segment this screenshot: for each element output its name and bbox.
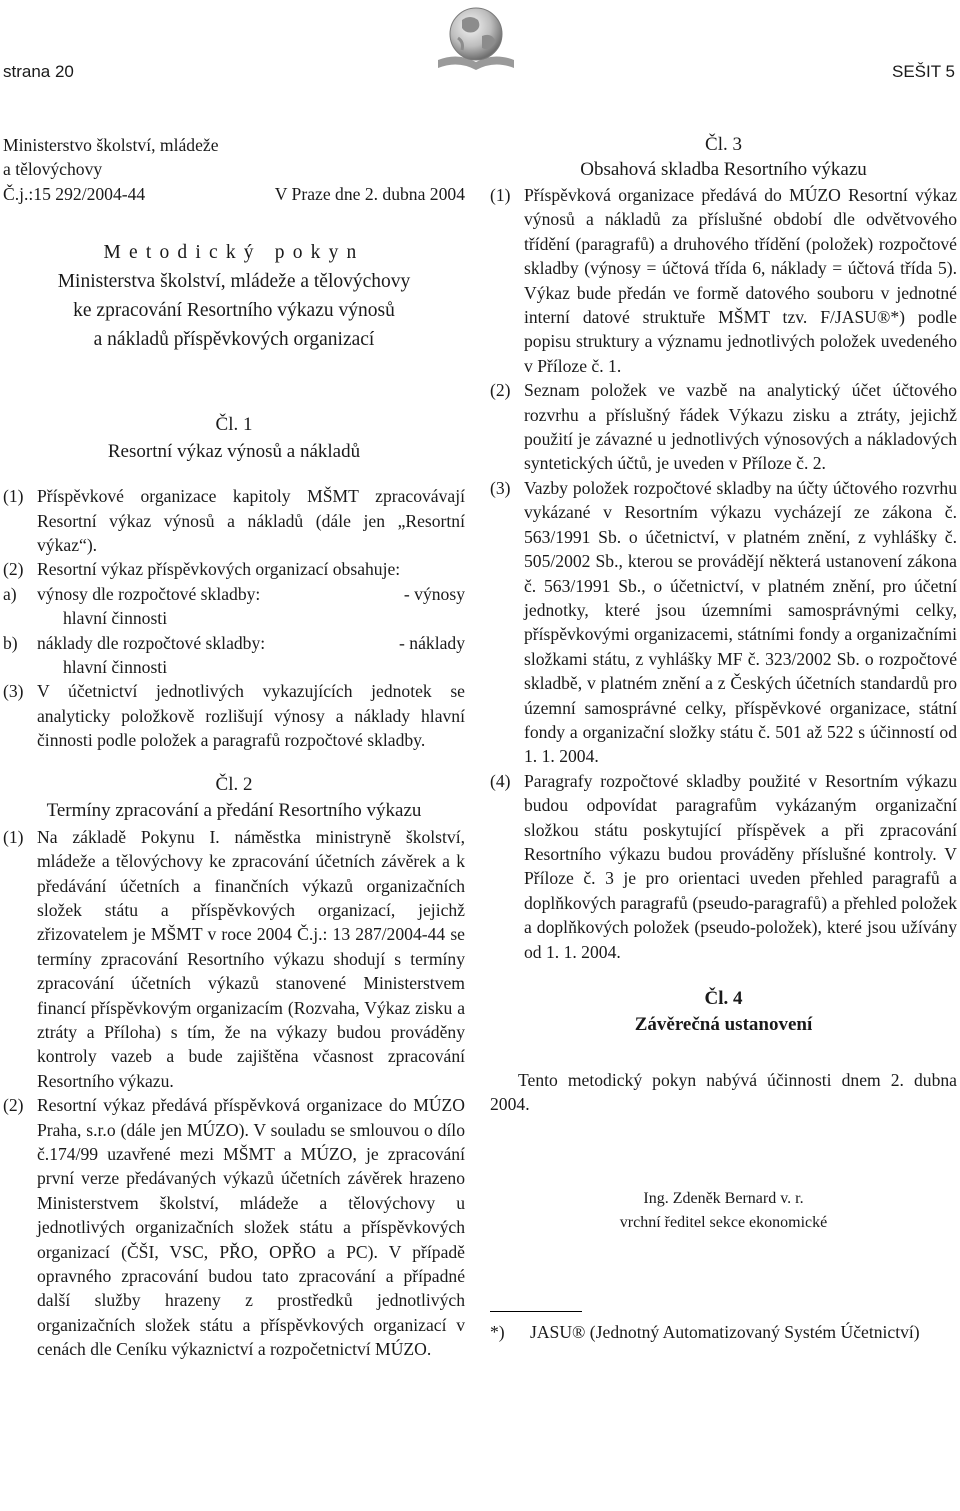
art3-para-1 bbox=[490, 183, 957, 378]
article-4-title: Závěrečná ustanovení bbox=[634, 1014, 813, 1035]
para-text: Příspěvková organizace předává do MÚZO Resortní výkaz výnosů a nákladů za příslušné období dle odvětvového třídění (paragrafů) a druhového třídění (položek) rozpočtové skladby (výnosy = účtová třída 6, náklady = účtová třída 5). Výkaz bude předán ve formě datového souboru v jednotné interní datové struktuře MŠMT tzv. F/JASU®*) podle popisu struktury a významu jednotlivých položek uvedeného v Příloze č. 1. bbox=[524, 185, 957, 376]
title-line-2: Ministerstva školství, mládeže a tělovýchovy bbox=[57, 271, 411, 293]
item-text-right: - výnosy bbox=[403, 583, 465, 604]
para-number: (3) bbox=[3, 681, 24, 702]
page-number: strana 20 bbox=[3, 62, 74, 81]
right-column bbox=[490, 133, 957, 1344]
para-text: Příspěvkové organizace kapitoly MŠMT zpracovávají Resortní výkaz výnosů a nákladů (dále jen „Resortní výkaz“). bbox=[37, 486, 465, 556]
item-text: náklady dle rozpočtové skladby: bbox=[37, 632, 266, 653]
article-3-title: Obsahová skladba Resortního výkazu bbox=[580, 159, 867, 180]
ministry-name: Ministerstvo školství, mládeže bbox=[3, 135, 219, 155]
reference-line bbox=[3, 182, 465, 206]
article-1-number: Čl. 1 bbox=[215, 414, 253, 436]
para-text: Resortní výkaz předává příspěvková organizace do MÚZO Praha, s.r.o (dále jen MÚZO). V souladu se smlouvou o dílo č.174/99 uzavřené mezi MŠMT a MÚZO, je zpracování první verze předávaných výkazů účetních závěrek hrazeno Ministerstvem školství, mládeže a tělovýchovy u jednotlivých organizačních složek státu a příspěvkových organizací (ČŠI, VSC, PŘO, OPŘO a PC). V případě opravného zpracování budou tato zpracování a případné další služby hrazeny z prostředků jednotlivých organizačních složek státu a příspěvkových organizací v cenách dle Ceníku výkaznictví a rozpočetnictví MÚZO. bbox=[37, 1095, 465, 1360]
para-number: (1) bbox=[490, 185, 511, 205]
signature-role: vrchní ředitel sekce ekonomické bbox=[619, 1213, 828, 1231]
para-number: (1) bbox=[3, 486, 24, 507]
footnote-text: JASU® (Jednotný Automatizovaný Systém Účetnictví) bbox=[530, 1321, 920, 1342]
article-2-title: Termíny zpracování a předání Resortního výkazu bbox=[46, 799, 422, 821]
item-label: b) bbox=[3, 632, 18, 653]
para-text: V účetnictví jednotlivých vykazujících jednotek se analyticky položkově rozlišují výnosy a náklady hlavní činnosti podle položek a paragrafů rozpočtové skladby. bbox=[37, 681, 465, 751]
document-title bbox=[3, 238, 465, 354]
para-text: Vazby položek rozpočtové skladby na účty účtového rozvrhu vykázané v Resortním výkazu vycházejí ze zákona č. 563/1991 Sb. o účetnictví, v platném znění, z vyhlášky č. 505/2002 Sb., kterou se provádějí některá ustanovení zákona č. 563/1991 Sb., o účetnictví, v platném znění, pro účetní jednotky, které jsou územními samosprávnými celky, příspěvkovými organizacemi, státními fondy a organizačními složkami státu, z vyhlášky MF č. 323/2002 Sb. o rozpočtové skladbě, v platném znění a z Českých účetních standardů pro územní samosprávné celky, příspěvkové organizace, státní fondy a organizační složky státu č. 501 až 522 s účinností od 1. 1. 2004. bbox=[524, 477, 957, 767]
para-number: (2) bbox=[490, 380, 511, 401]
left-column bbox=[3, 133, 465, 1362]
title-spaced: Metodický pokyn bbox=[103, 242, 365, 264]
footnote-mark: *) bbox=[490, 1321, 505, 1342]
art3-para-3 bbox=[490, 476, 957, 769]
item-text-right: - náklady bbox=[399, 632, 465, 653]
article-2-number: Čl. 2 bbox=[215, 773, 253, 795]
reference-number: Č.j.:15 292/2004-44 bbox=[3, 183, 146, 204]
art1-item-a-cont: hlavní činnosti bbox=[63, 608, 168, 629]
article-3-number: Čl. 3 bbox=[705, 134, 742, 155]
title-line-3: ke zpracování Resortního výkazu výnosů bbox=[73, 300, 395, 322]
art3-para-2 bbox=[490, 378, 957, 476]
article-4-number: Čl. 4 bbox=[704, 988, 743, 1009]
para-text: Seznam položek ve vazbě na analytický účet účtového rozvrhu a příslušný řádek Výkazu zisku a ztráty, jejichž použití je závazné u jednotlivých výnosových a nákladových syntetických účtů, je uveden v Příloze č. 2. bbox=[524, 380, 957, 474]
para-text: Na základě Pokynu I. náměstka ministryně školství, mládeže a tělovýchovy ke zpracování účetních závěrek a k předávání účetních a finančních výkazů organizačních složek státu a příspěvkových organizací, jejichž zřizovatelem je MŠMT v roce 2004 Č.j.: 13 287/2004-44 se termíny zpracování Resortního výkazu shodují s termíny zpracování účetních výkazů stanovené Ministerstvem financí příspěvkovým organizacím (Rozvaha, Výkaz zisku a ztráty a Příloha) s tím, že na výkazy budou prováděny kontroly vazeb a bude zajištěna včasnost zpracování Resortního výkazu. bbox=[37, 826, 465, 1091]
art3-para-4 bbox=[490, 769, 957, 964]
art1-para-1 bbox=[3, 484, 465, 557]
art1-item-b bbox=[3, 631, 465, 655]
para-text: Paragrafy rozpočtové skladby použité v Resortním výkazu budou odpovídat paragrafům vykázaným organizační složkou státu poskytující příspěvek a při zpracování Resortního výkazu budou prováděny příslušné kontroly. V Příloze č. 3 je pro orientaci uveden přehled paragrafů a doplňkových paragrafů (pseudo-paragrafů) a přehled položek a doplňkových položek (pseudo-položek), které jsou užívány od 1. 1. 2004. bbox=[524, 770, 957, 962]
para-number: (3) bbox=[490, 477, 511, 498]
title-line-4: a nákladů příspěvkových organizací bbox=[93, 329, 375, 351]
globe-book-logo bbox=[432, 2, 520, 76]
footnote-divider bbox=[490, 1311, 582, 1312]
para-text: Resortní výkaz příspěvkových organizací obsahuje: bbox=[37, 559, 401, 580]
item-text: výnosy dle rozpočtové skladby: bbox=[37, 583, 261, 604]
article-1-title: Resortní výkaz výnosů a nákladů bbox=[107, 441, 361, 463]
art2-para-1 bbox=[3, 825, 465, 1093]
art1-item-b-cont: hlavní činnosti bbox=[63, 657, 168, 678]
para-number: (2) bbox=[3, 1095, 24, 1116]
art1-item-a bbox=[3, 582, 465, 606]
article-4-text: Tento metodický pokyn nabývá účinnosti dnem 2. dubna 2004. bbox=[490, 1070, 957, 1115]
art1-para-3 bbox=[3, 679, 465, 752]
signature-name: Ing. Zdeněk Bernard v. r. bbox=[643, 1189, 804, 1207]
para-number: (2) bbox=[3, 559, 24, 580]
para-number: (1) bbox=[3, 826, 24, 847]
place-date: V Praze dne 2. dubna 2004 bbox=[274, 183, 465, 204]
item-label: a) bbox=[3, 583, 17, 604]
para-number: (4) bbox=[490, 770, 511, 791]
art1-para-2 bbox=[3, 557, 465, 581]
ministry-name-2: a tělovýchovy bbox=[3, 159, 103, 180]
art2-para-2 bbox=[3, 1093, 465, 1361]
issue-label: SEŠIT 5 bbox=[892, 62, 955, 81]
footnote bbox=[490, 1320, 957, 1344]
